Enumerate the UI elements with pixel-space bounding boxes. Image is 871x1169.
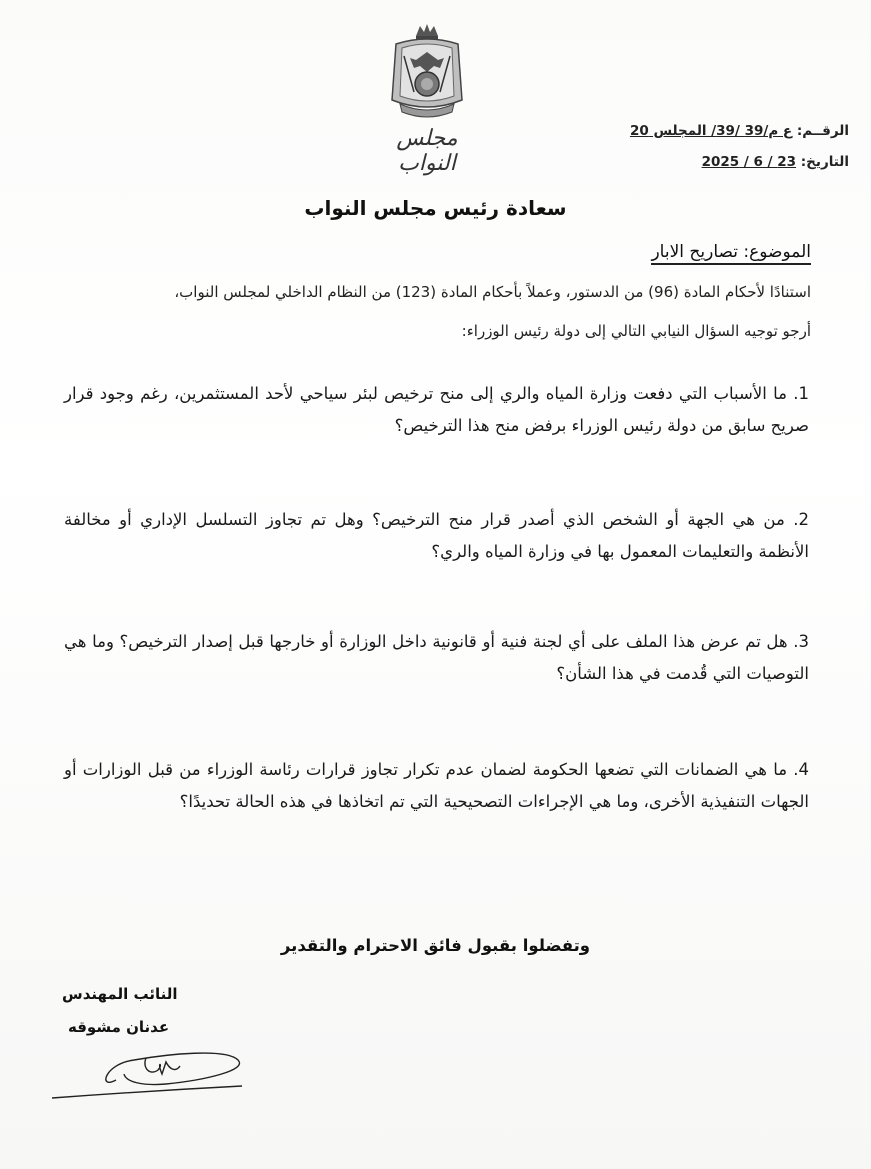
council-name: مجلس النواب: [396, 126, 458, 176]
question-4: [64, 754, 809, 817]
question-text: ما الأسباب التي دفعت وزارة المياه والري إلى منح ترخيص لبئر سياحي لأحد المستثمرين، رغم وجود قرار صريح سابق من دولة رئيس الوزراء برفض منح هذا الترخيص؟: [64, 384, 809, 435]
signer-title: النائب المهندس: [62, 985, 178, 1003]
jordan-coat-of-arms-icon: [386, 22, 468, 122]
question-1: [64, 378, 809, 441]
question-text: ما هي الضمانات التي تضعها الحكومة لضمان عدم تكرار تجاوز قرارات رئاسة الوزراء من قبل الوزارات أو الجهات التنفيذية الأخرى، وما هي الإجراءات التصحيحية التي تم اتخاذها في هذه الحالة تحديدًا؟: [64, 760, 809, 811]
question-text: هل تم عرض هذا الملف على أي لجنة فنية أو قانونية داخل الوزارة أو خارجها قبل إصدار الترخيص؟ وما هي التوصيات التي قُدمت في هذا الشأن؟: [64, 632, 809, 683]
intro-line-2: أرجو توجيه السؤال النيابي التالي إلى دولة رئيس الوزراء:: [461, 322, 811, 340]
question-text: من هي الجهة أو الشخص الذي أصدر قرار منح الترخيص؟ وهل تم تجاوز التسلسل الإداري أو مخالفة الأنظمة والتعليمات المعمول بها في وزارة المياه والري؟: [64, 510, 809, 561]
question-number: 2.: [793, 510, 809, 529]
reference-number: ع م/39 /39/ المجلس 20: [629, 123, 793, 139]
reference-block: [630, 116, 849, 178]
closing-line: وتفضلوا بقبول فائق الاحترام والتقدير: [280, 936, 591, 955]
reference-line: [630, 116, 849, 147]
subject-line: الموضوع: تصاريح الابار: [651, 242, 811, 265]
intro-line-1: استنادًا لأحكام المادة (96) من الدستور، وعملاً بأحكام المادة (123) من النظام الداخلي لمجلس النواب،: [174, 283, 811, 301]
date-label: التاريخ:: [800, 154, 849, 170]
question-number: 1.: [793, 384, 810, 403]
date-line: [630, 147, 849, 178]
question-2: [64, 504, 809, 567]
addressee: سعادة رئيس مجلس النواب: [304, 196, 567, 220]
handwritten-signature-icon: [46, 1040, 246, 1102]
question-number: 4.: [793, 760, 809, 779]
signer-name: عدنان مشوقه: [68, 1018, 170, 1036]
reference-label: الرقــم:: [796, 123, 849, 139]
question-3: [64, 626, 809, 689]
question-number: 3.: [793, 632, 809, 651]
date-value: 23 / 6 / 2025: [701, 154, 797, 170]
